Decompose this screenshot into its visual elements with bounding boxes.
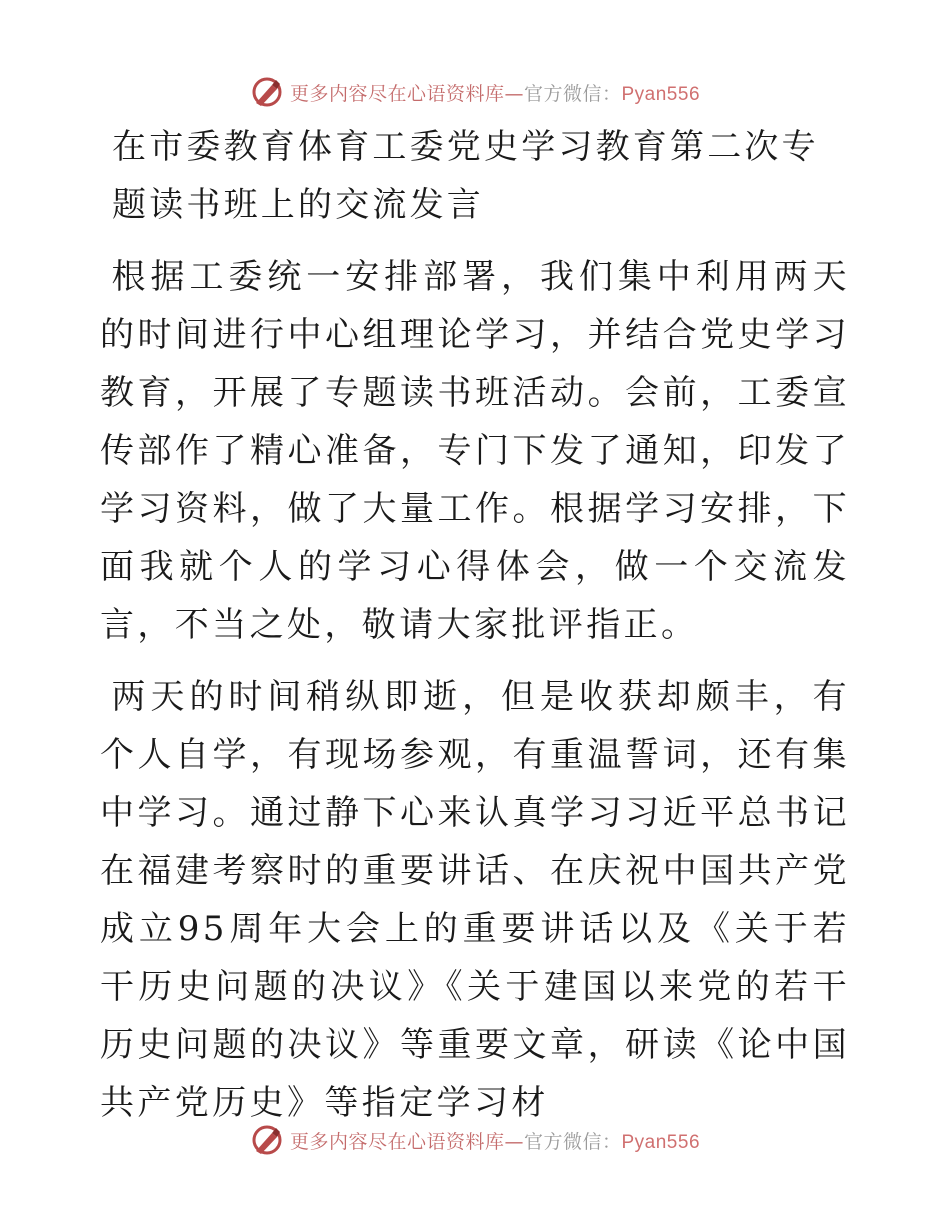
banner-text (290, 79, 700, 106)
header-banner (0, 72, 950, 112)
footer-banner-wechat-id: Pyan556 (621, 1131, 701, 1153)
banner-wechat-id: Pyan556 (621, 83, 701, 105)
banner-site: 更多内容尽在心语资料库 (289, 82, 505, 105)
footer-banner-site: 更多内容尽在心语资料库 (289, 1130, 505, 1153)
document-body (100, 118, 850, 1132)
document-title: 在市委教育体育工委党史学习教育第二次专题读书班上的交流发言 (112, 127, 819, 225)
paragraph-1 (100, 248, 850, 654)
footer-banner-text (290, 1127, 700, 1154)
banner-wechat-label: 官方微信： (523, 82, 622, 105)
paragraph-2-text: 两天的时间稍纵即逝，但是收获却颇丰，有个人自学，有现场参观，有重温誓词，还有集中学习。通过静下心来认真学习习近平总书记在福建考察时的重要讲话、在庆祝中国共产党成立95周年大会上的重要讲话以及《关于若干历史问题的决议》《关于建国以来党的若干历史问题的决议》等重要文章，研读《论中国共产党历史》等指定学习材 (100, 677, 850, 1123)
pen-nib-circle-icon (250, 75, 284, 109)
footer-banner-dash: — (504, 1130, 524, 1153)
footer-banner (0, 1120, 950, 1160)
paragraph-2 (100, 668, 850, 1132)
paragraph-1-text: 根据工委统一安排部署，我们集中利用两天的时间进行中心组理论学习，并结合党史学习教育，开展了专题读书班活动。会前，工委宣传部作了精心准备，专门下发了通知，印发了学习资料，做了大量工作。根据学习安排，下面我就个人的学习心得体会，做一个交流发言，不当之处，敬请大家批评指正。 (100, 257, 850, 645)
footer-banner-wechat-label: 官方微信： (523, 1130, 622, 1153)
banner-dash: — (504, 82, 524, 105)
pen-nib-circle-icon (250, 1123, 284, 1157)
